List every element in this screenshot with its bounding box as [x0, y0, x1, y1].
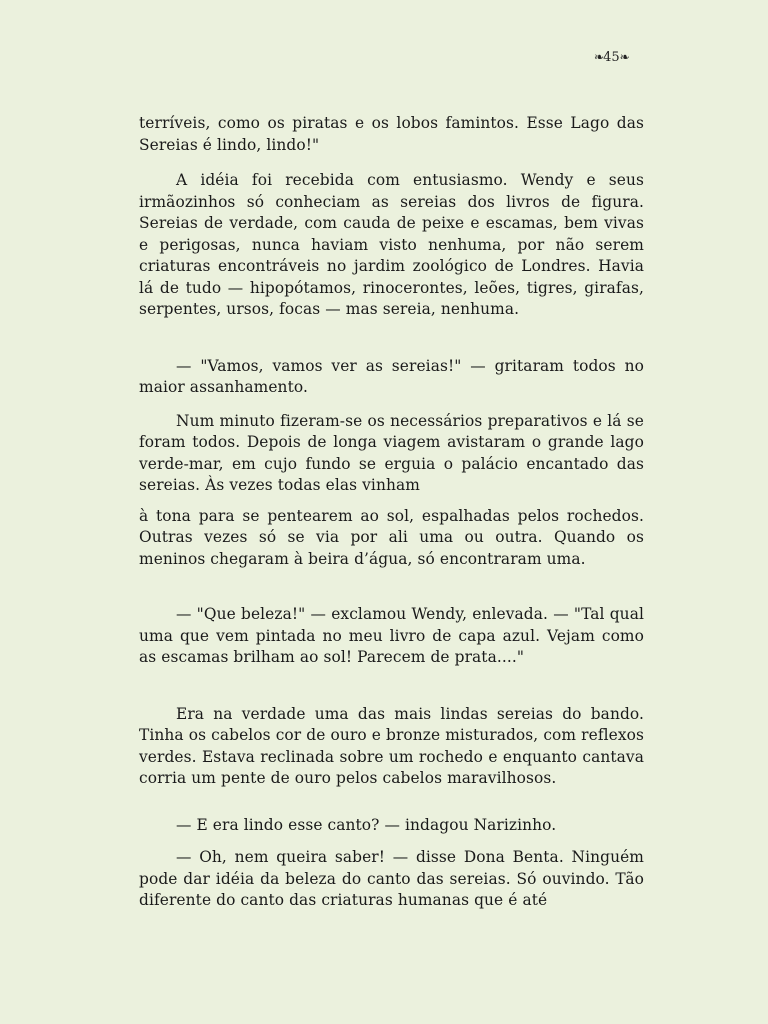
paragraph: — E era lindo esse canto? — indagou Narizinho. — [176, 815, 557, 834]
left-flourish-icon: ❧ — [594, 50, 604, 64]
paragraph: — "Que beleza!" — exclamou Wendy, enlevada. — "Tal qual uma que vem pintada no meu livro de capa azul. Vejam como as escamas brilham ao sol! Parecem de prata...." — [139, 605, 644, 666]
right-flourish-icon: ❧ — [619, 50, 629, 64]
paragraph: Num minuto fizeram-se os necessários preparativos e lá se foram todos. Depois de longa viagem avistaram o grande lago verde-mar, em cujo fundo se erguia o palácio encantado das sereias. Às vezes todas elas vinham — [139, 411, 644, 494]
paragraph: — Oh, nem queira saber! — disse Dona Benta. Ninguém pode dar idéia da beleza do canto das sereias. Só ouvindo. Tão diferente do canto das criaturas humanas que é até — [139, 848, 644, 909]
paragraph: — "Vamos, vamos ver as sereias!" — gritaram todos no maior assanhamento. — [139, 356, 644, 396]
paragraph: A idéia foi recebida com entusiasmo. Wendy e seus irmãozinhos só conheciam as sereias dos livros de figura. Sereias de verdade, com cauda de peixe e escamas, bem vivas e perigosas, nunca haviam visto nenhuma, por não serem criaturas encontráveis no jardim zoológico de Londres. Havia lá de tudo — hipopótamos, rinocerontes, leões, tigres, girafas, serpentes, ursos, focas — mas sereia, nenhuma. — [139, 171, 644, 318]
page-number: 45 — [603, 50, 620, 65]
page-header — [594, 50, 654, 65]
paragraph: terríveis, como os piratas e os lobos famintos. Esse Lago das Sereias é lindo, lindo!" — [139, 114, 644, 154]
paragraph: Era na verdade uma das mais lindas sereias do bando. Tinha os cabelos cor de ouro e bronze misturados, com reflexos verdes. Estava reclinada sobre um rochedo e enquanto cantava corria um pente de ouro pelos cabelos maravilhosos. — [139, 704, 644, 787]
paragraph: à tona para se pentearem ao sol, espalhadas pelos rochedos. Outras vezes só se via por ali uma ou outra. Quando os meninos chegaram à beira d’água, só encontraram uma. — [139, 506, 644, 568]
page-body — [139, 113, 644, 912]
